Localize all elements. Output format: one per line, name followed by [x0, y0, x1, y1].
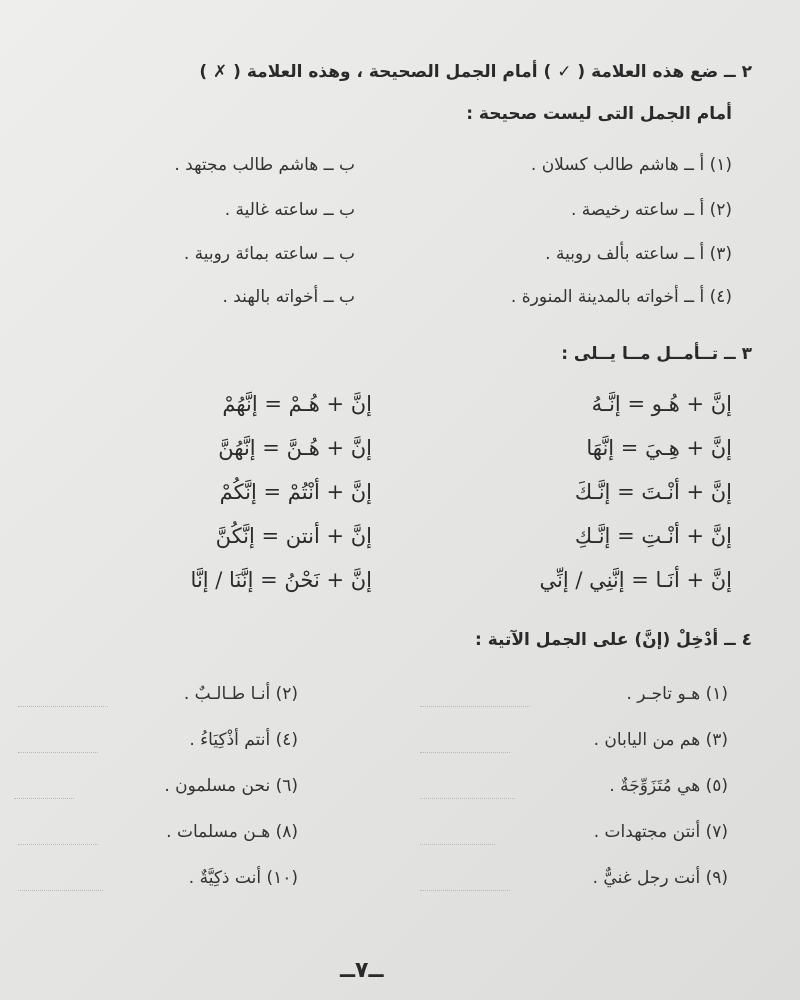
exercise-2-item-4a: (٤) أ ــ أخواته بالمدينة المنورة .	[510, 287, 732, 307]
answer-blank-3[interactable]	[420, 752, 510, 753]
formula-right-5: إنَّ + أنَـا = إنَّنِي / إنِّي	[539, 568, 732, 592]
exercise-4-item-2: (٢) أنـا طـالـبٌ .	[183, 684, 298, 704]
formula-left-1: إنَّ + هُـمْ = إنَّهُمْ	[222, 392, 372, 416]
exercise-2-item-1a: (١) أ ــ هاشم طالب كسلان .	[530, 155, 732, 175]
formula-left-4: إنَّ + أنتن = إنَّكُنَّ	[215, 524, 372, 548]
answer-blank-10[interactable]	[18, 890, 103, 891]
answer-blank-9[interactable]	[420, 890, 510, 891]
exercise-2-item-1b: ب ــ هاشم طالب مجتهد .	[174, 155, 355, 175]
answer-blank-8[interactable]	[18, 844, 98, 845]
formula-left-5: إنَّ + نَحْنُ = إنَّنَا / إنَّا	[190, 568, 372, 592]
exercise-4-item-1: (١) هـو تاجـر .	[626, 684, 728, 704]
exercise-2-instruction-line-1: ٢ ــ ضع هذه العلامة ( ✓ ) أمام الجمل الصحيحة ، وهذه العلامة ( ✗ )	[199, 62, 752, 82]
formula-left-3: إنَّ + أنْتُمْ = إنَّكُمْ	[219, 480, 372, 504]
exercise-2-instruction-line-2: أمام الجمل التى ليست صحيحة :	[466, 104, 732, 124]
page-number: ــ٧ــ	[340, 958, 384, 983]
formula-left-2: إنَّ + هُـنَّ = إنَّهُنَّ	[218, 436, 372, 460]
answer-blank-1[interactable]	[420, 706, 530, 707]
answer-blank-7[interactable]	[420, 844, 495, 845]
exercise-4-item-9: (٩) أنت رجل غنيٌّ .	[592, 868, 728, 888]
exercise-4-item-10: (١٠) أنت ذكِيَّةٌ .	[188, 868, 298, 888]
exercise-4-item-8: (٨) هـن مسلمات .	[166, 822, 298, 842]
formula-right-1: إنَّ + هُـو = إنَّـهُ	[591, 392, 732, 416]
answer-blank-2[interactable]	[18, 706, 108, 707]
formula-right-3: إنَّ + أنْـتَ = إنَّـكَ	[574, 480, 732, 504]
answer-blank-5[interactable]	[420, 798, 515, 799]
answer-blank-6[interactable]	[14, 798, 74, 799]
exercise-3-heading: ٣ ــ تــأمــل مــا يــلى :	[561, 344, 752, 364]
exercise-4-item-7: (٧) أنتن مجتهدات .	[593, 822, 728, 842]
exercise-4-heading: ٤ ــ أدْخِلْ (إنَّ) على الجمل الآتية :	[475, 630, 752, 650]
formula-right-2: إنَّ + هِـيَ = إنَّهَا	[586, 436, 732, 460]
exercise-2-item-4b: ب ــ أخواته بالهند .	[222, 287, 355, 307]
formula-right-4: إنَّ + أنْـتِ = إنَّـكِ	[574, 524, 732, 548]
exercise-2-item-3b: ب ــ ساعته بمائة روبية .	[183, 244, 355, 264]
exercise-2-item-2a: (٢) أ ــ ساعته رخيصة .	[570, 200, 732, 220]
exercise-4-item-5: (٥) هي مُتَزَوِّجَةٌ .	[609, 776, 728, 796]
exercise-4-item-4: (٤) أنتم أذْكِيَاءُ .	[189, 730, 298, 750]
exercise-4-item-3: (٣) هم من اليابان .	[593, 730, 728, 750]
answer-blank-4[interactable]	[18, 752, 98, 753]
exercise-2-item-3a: (٣) أ ــ ساعته بألف روبية .	[545, 244, 732, 264]
exercise-2-item-2b: ب ــ ساعته غالية .	[224, 200, 355, 220]
exercise-4-item-6: (٦) نحن مسلمون .	[164, 776, 298, 796]
